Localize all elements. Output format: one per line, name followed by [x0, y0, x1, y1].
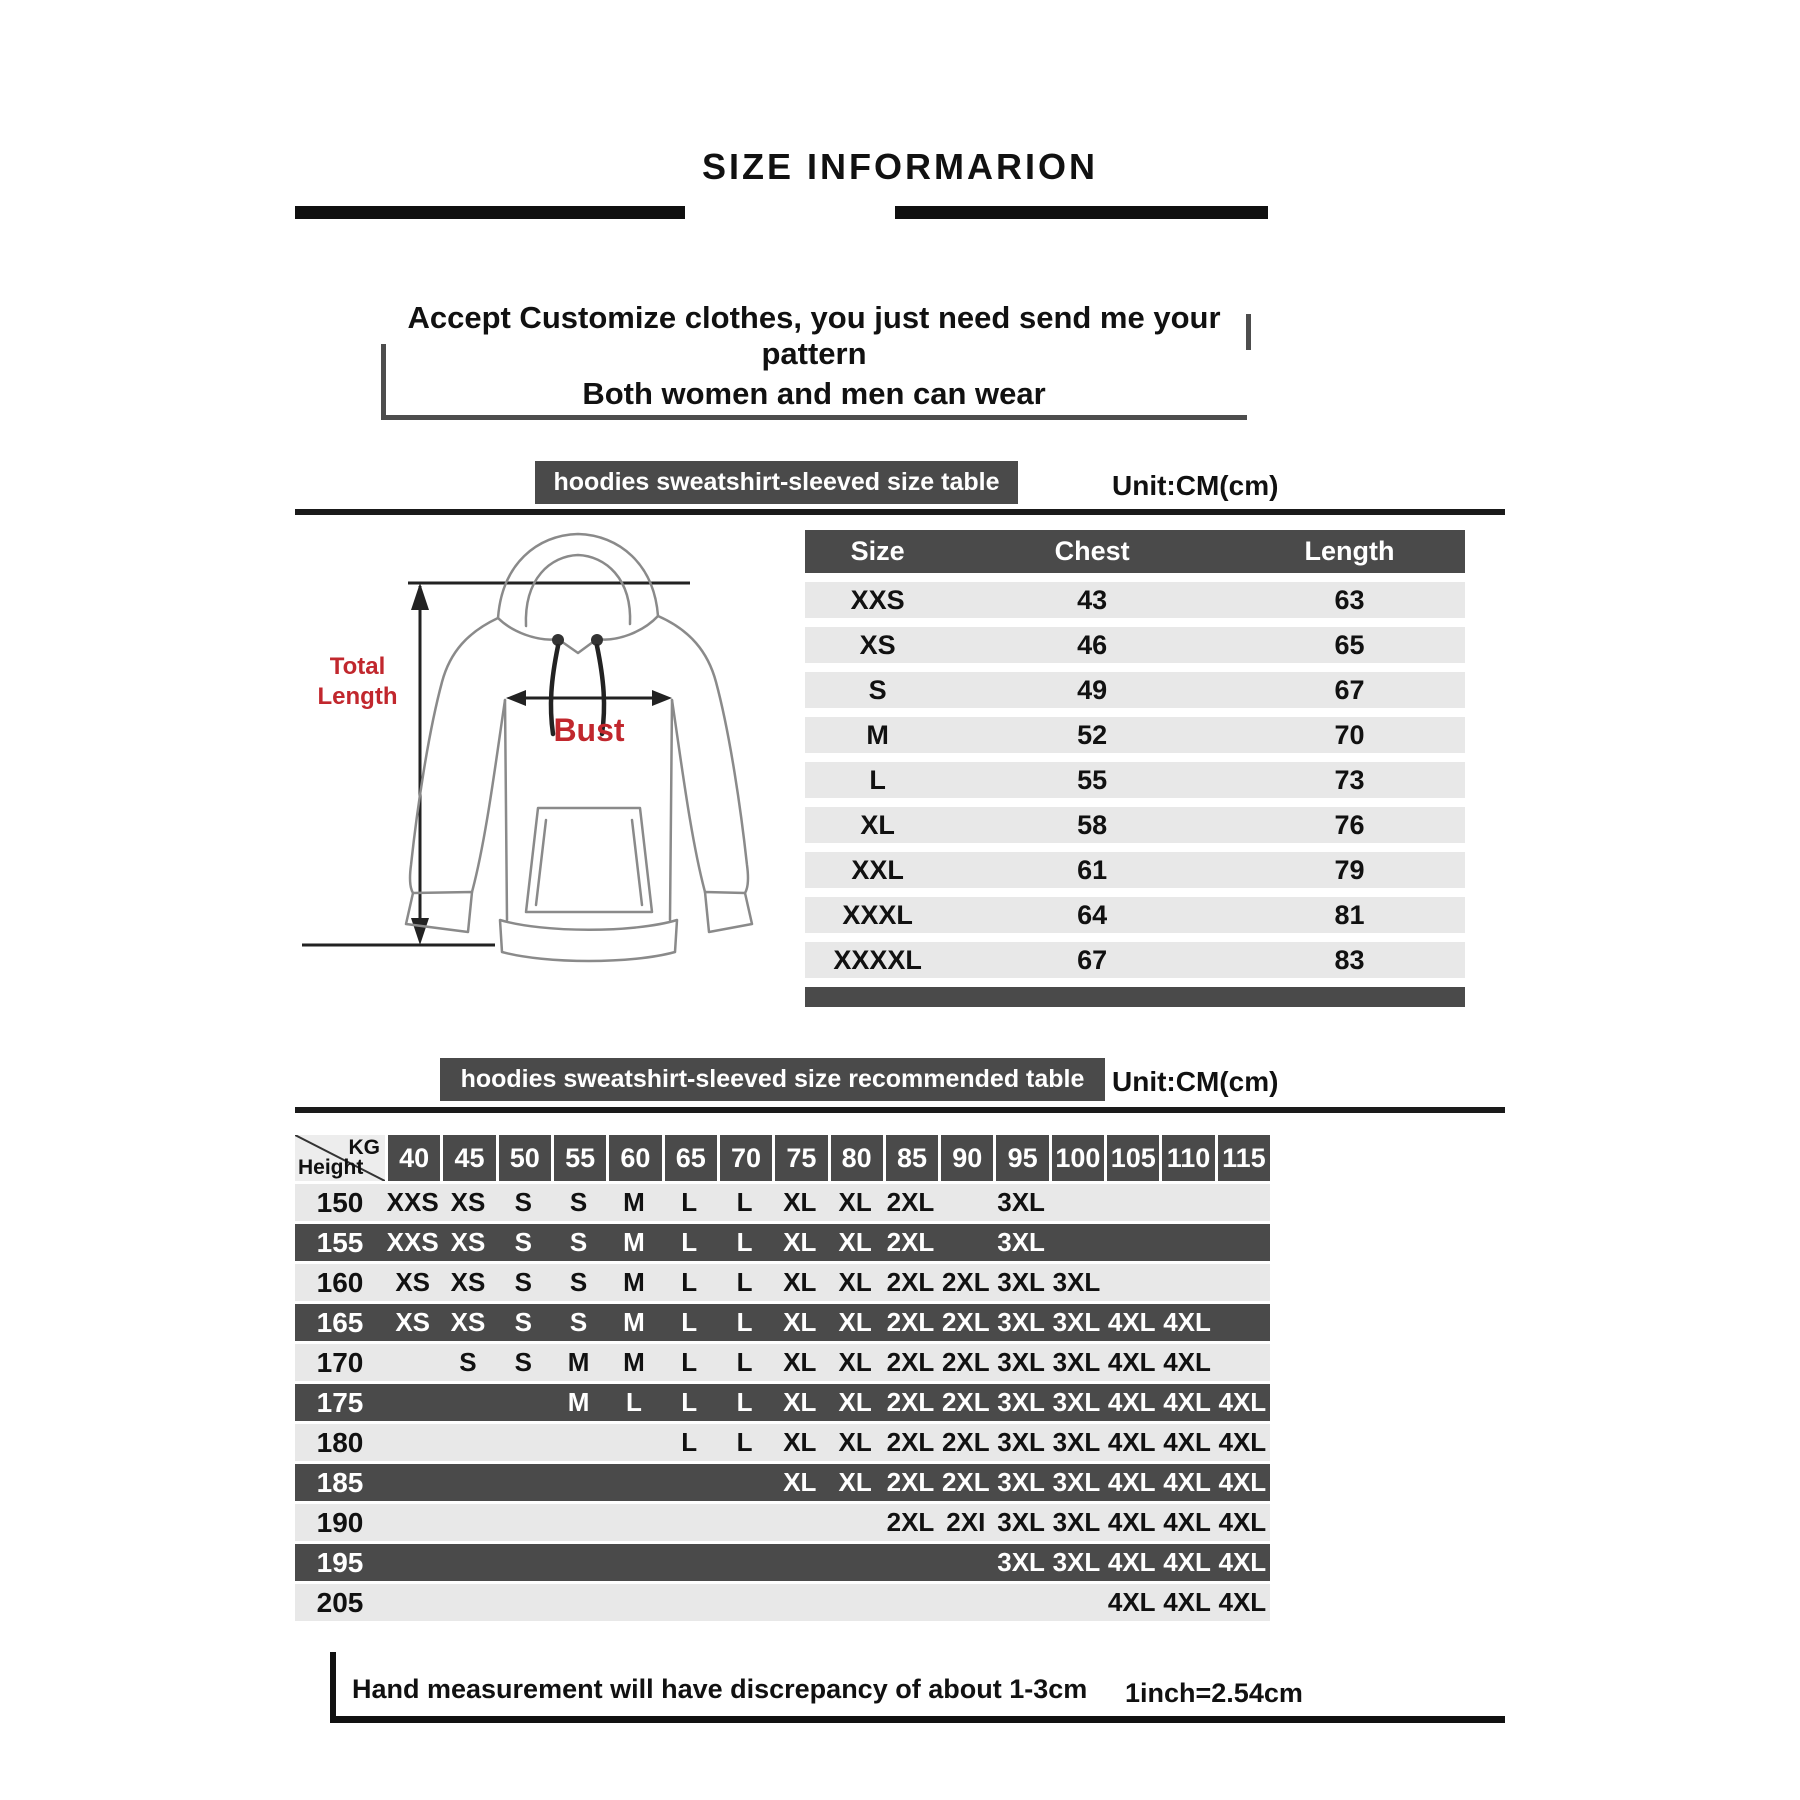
size-cell: L — [681, 1227, 698, 1257]
weight-header: 75 — [775, 1135, 827, 1181]
chest-value: 55 — [1077, 764, 1108, 795]
size-cell: XL — [838, 1387, 872, 1417]
size-cell: 3XL — [997, 1347, 1045, 1377]
size-cell: 4XL — [1107, 1547, 1156, 1577]
size-cell: L — [681, 1347, 698, 1377]
size-cell: 4XL — [1163, 1307, 1211, 1337]
size-cell: 4XL — [1163, 1507, 1211, 1537]
size-cell: XL — [783, 1307, 817, 1337]
size-value: L — [869, 764, 886, 795]
table-row — [295, 1584, 1270, 1621]
table-row — [805, 762, 1465, 798]
length-value: 65 — [1334, 629, 1365, 660]
height-label: 160 — [316, 1266, 364, 1298]
size-cell: L — [736, 1227, 753, 1257]
chest-value: 58 — [1077, 809, 1108, 840]
size-cell: 3XL — [997, 1387, 1045, 1417]
size-cell: L — [736, 1267, 753, 1297]
size-cell: XL — [838, 1427, 872, 1457]
size-value: XS — [859, 629, 896, 660]
chest-value: 49 — [1077, 674, 1108, 705]
size-cell: XS — [450, 1307, 486, 1337]
size-cell: 3XL — [1052, 1387, 1101, 1417]
size-cell: 4XL — [1163, 1387, 1211, 1417]
size-cell: 4XL — [1107, 1347, 1156, 1377]
table-row — [805, 672, 1465, 708]
size-table-header — [805, 530, 1465, 573]
size-cell: 2XL — [886, 1267, 935, 1297]
chest-value: 67 — [1077, 944, 1108, 975]
note-line-2: Both women and men can wear — [582, 376, 1046, 412]
weight-header: 45 — [443, 1135, 495, 1181]
column-header-length: Length — [1304, 536, 1395, 566]
table-row — [295, 1504, 1270, 1541]
size-cell: 4XL — [1163, 1547, 1211, 1577]
size-cell: 4XL — [1107, 1507, 1156, 1537]
size-cell: 4XL — [1218, 1387, 1267, 1417]
size-cell: XS — [395, 1307, 430, 1337]
size-cell: 2XI — [946, 1507, 986, 1537]
total-length-label: Total Length — [317, 653, 398, 710]
size-cell: 2XL — [941, 1387, 990, 1417]
height-label: 165 — [316, 1306, 364, 1338]
height-label: 180 — [316, 1426, 364, 1458]
size-cell: M — [623, 1347, 645, 1377]
size-table-footer-bar — [805, 987, 1465, 1007]
length-value: 83 — [1334, 944, 1365, 975]
table-row — [295, 1544, 1270, 1581]
weight-header: 100 — [1052, 1135, 1104, 1181]
weight-header: 80 — [831, 1135, 883, 1181]
size-table-section-bar: hoodies sweatshirt-sleeved size table — [535, 461, 1018, 504]
size-cell: XXS — [386, 1227, 439, 1257]
weight-header: 110 — [1162, 1135, 1214, 1181]
chest-value: 52 — [1077, 719, 1108, 750]
size-cell: M — [567, 1347, 590, 1377]
table-row — [805, 627, 1465, 663]
note-bracket-bottom — [381, 415, 1247, 420]
size-cell: XL — [783, 1387, 817, 1417]
size-cell: 3XL — [1052, 1547, 1101, 1577]
table-row — [295, 1184, 1270, 1221]
size-value: M — [866, 719, 889, 750]
length-value: 67 — [1334, 674, 1365, 705]
size-cell: 4XL — [1107, 1587, 1156, 1617]
length-value: 81 — [1334, 899, 1365, 930]
table-row — [295, 1384, 1270, 1421]
size-cell: 3XL — [1052, 1307, 1101, 1337]
size-cell: XL — [783, 1227, 817, 1257]
table-row — [295, 1424, 1270, 1461]
table-row — [805, 717, 1465, 753]
size-cell: XL — [838, 1347, 872, 1377]
length-value: 70 — [1334, 719, 1365, 750]
divider-rule-2 — [295, 1107, 1505, 1113]
title-underline-left — [295, 206, 685, 219]
note-bracket-left — [381, 344, 386, 420]
table-row — [805, 582, 1465, 618]
footer-note: Hand measurement will have discrepancy of about 1-3cm — [352, 1674, 1088, 1704]
size-cell: XL — [783, 1187, 817, 1217]
size-cell: 4XL — [1107, 1387, 1156, 1417]
size-cell: 3XL — [997, 1187, 1045, 1217]
weight-header: 70 — [720, 1135, 772, 1181]
table-row — [295, 1224, 1270, 1261]
weight-header: 85 — [886, 1135, 938, 1181]
hoodie-diagram — [300, 520, 780, 1000]
chest-value: 46 — [1077, 629, 1108, 660]
length-value: 63 — [1334, 584, 1365, 615]
size-cell: M — [623, 1187, 645, 1217]
recommended-table-section-bar: hoodies sweatshirt-sleeved size recommended table — [440, 1058, 1105, 1101]
size-cell: XL — [783, 1427, 817, 1457]
corner-height-label: Height — [298, 1156, 364, 1179]
size-cell: 3XL — [997, 1227, 1045, 1257]
size-cell: XS — [450, 1187, 486, 1217]
note-line-1: Accept Customize clothes, you just need send me your pattern — [407, 300, 1221, 371]
size-value: S — [868, 674, 887, 705]
hoodie-figure — [300, 520, 780, 1000]
corner-cell — [295, 1135, 385, 1181]
size-cell: 2XL — [886, 1187, 935, 1217]
unit-label-2: Unit:CM(cm) — [1112, 1066, 1279, 1097]
size-cell: 3XL — [997, 1427, 1045, 1457]
size-cell: 4XL — [1107, 1467, 1156, 1497]
size-value: XL — [860, 809, 895, 840]
table-row — [805, 852, 1465, 888]
size-cell: S — [514, 1307, 532, 1337]
footer-conversion: 1inch=2.54cm — [1125, 1678, 1303, 1708]
weight-header: 50 — [499, 1135, 551, 1181]
size-cell: L — [681, 1427, 698, 1457]
size-cell: S — [514, 1187, 532, 1217]
footer-bracket-bottom — [330, 1716, 1505, 1723]
size-measurement-table — [805, 530, 1465, 1007]
weight-header: 40 — [388, 1135, 440, 1181]
size-cell: 3XL — [997, 1507, 1045, 1537]
size-cell: L — [681, 1267, 698, 1297]
size-cell: 4XL — [1218, 1467, 1267, 1497]
size-cell: 3XL — [1052, 1347, 1101, 1377]
weight-header: 60 — [609, 1135, 661, 1181]
size-cell: 2XL — [941, 1427, 990, 1457]
size-cell: XL — [838, 1267, 872, 1297]
size-cell: L — [681, 1307, 698, 1337]
size-cell: 4XL — [1218, 1427, 1267, 1457]
weight-header: 90 — [941, 1135, 993, 1181]
size-cell: 4XL — [1163, 1467, 1211, 1497]
size-cell: L — [736, 1387, 753, 1417]
height-label: 175 — [316, 1386, 364, 1418]
table-row — [805, 897, 1465, 933]
size-cell: 4XL — [1163, 1427, 1211, 1457]
size-cell: XL — [838, 1307, 872, 1337]
note-bracket-right-tick — [1246, 314, 1251, 350]
weight-header: 95 — [996, 1135, 1048, 1181]
size-recommendation-matrix — [295, 1135, 1270, 1624]
size-cell: S — [569, 1307, 588, 1337]
size-cell: XL — [783, 1347, 817, 1377]
size-cell: L — [736, 1427, 753, 1457]
length-value: 76 — [1334, 809, 1365, 840]
size-cell: 4XL — [1107, 1427, 1156, 1457]
size-cell: 3XL — [997, 1547, 1045, 1577]
size-cell: 3XL — [997, 1467, 1045, 1497]
size-cell: XS — [395, 1267, 430, 1297]
size-cell: 4XL — [1218, 1587, 1267, 1617]
size-value: XXXXL — [833, 944, 922, 975]
size-cell: 4XL — [1163, 1347, 1211, 1377]
size-cell: L — [736, 1187, 753, 1217]
size-cell: 2XL — [941, 1467, 990, 1497]
height-label: 205 — [316, 1586, 364, 1618]
size-cell: 4XL — [1218, 1507, 1267, 1537]
height-label: 195 — [316, 1546, 364, 1578]
size-cell: S — [569, 1267, 588, 1297]
size-cell: M — [567, 1387, 590, 1417]
size-cell: 2XL — [886, 1507, 935, 1537]
corner-kg-label: KG — [348, 1136, 380, 1159]
size-value: XXL — [851, 854, 904, 885]
size-cell: 2XL — [886, 1427, 935, 1457]
size-cell: 3XL — [1052, 1467, 1101, 1497]
size-cell: XXS — [386, 1187, 439, 1217]
footer-bracket-left — [330, 1652, 336, 1723]
size-cell: 3XL — [1052, 1267, 1101, 1297]
size-cell: M — [623, 1227, 645, 1257]
size-cell: M — [623, 1267, 645, 1297]
height-label: 185 — [316, 1466, 364, 1498]
size-cell: S — [569, 1227, 588, 1257]
height-label: 190 — [316, 1506, 364, 1538]
size-cell: S — [514, 1227, 532, 1257]
table-row — [805, 942, 1465, 978]
table-row — [295, 1464, 1270, 1501]
size-cell: 3XL — [1052, 1427, 1101, 1457]
customize-note — [383, 300, 1245, 418]
size-cell: 3XL — [997, 1307, 1045, 1337]
chest-value: 43 — [1077, 584, 1108, 615]
size-cell: L — [625, 1387, 642, 1417]
height-label: 170 — [316, 1346, 364, 1378]
size-cell: 2XL — [941, 1307, 990, 1337]
size-cell: XS — [450, 1267, 486, 1297]
chest-value: 61 — [1077, 854, 1108, 885]
size-cell: 2XL — [886, 1307, 935, 1337]
size-cell: L — [736, 1307, 753, 1337]
size-cell: 2XL — [886, 1227, 935, 1257]
weight-header: 105 — [1107, 1135, 1159, 1181]
size-cell: L — [681, 1187, 698, 1217]
size-value: XXS — [850, 584, 905, 615]
size-cell: XL — [783, 1467, 817, 1497]
matrix-header-row — [295, 1135, 1270, 1181]
size-cell: XL — [838, 1227, 872, 1257]
title-underline-right — [895, 206, 1268, 219]
size-cell: S — [569, 1187, 588, 1217]
size-cell: 2XL — [941, 1267, 990, 1297]
size-cell: L — [681, 1387, 698, 1417]
bust-label: Bust — [553, 712, 625, 748]
size-cell: XL — [838, 1187, 872, 1217]
size-value: XXXL — [842, 899, 913, 930]
size-cell: XL — [838, 1467, 872, 1497]
size-cell: 4XL — [1107, 1307, 1156, 1337]
size-cell: M — [623, 1307, 645, 1337]
size-cell: S — [514, 1267, 532, 1297]
size-cell: XL — [783, 1267, 817, 1297]
table-row — [805, 807, 1465, 843]
table-row — [295, 1264, 1270, 1301]
weight-header: 55 — [554, 1135, 606, 1181]
unit-label-1: Unit:CM(cm) — [1112, 470, 1279, 501]
size-cell: 2XL — [886, 1387, 935, 1417]
size-cell: 2XL — [886, 1347, 935, 1377]
chest-value: 64 — [1077, 899, 1108, 930]
size-cell: S — [514, 1347, 532, 1377]
table-row — [295, 1304, 1270, 1341]
size-cell: 4XL — [1218, 1547, 1267, 1577]
height-label: 155 — [316, 1226, 364, 1258]
size-cell: XS — [450, 1227, 486, 1257]
size-cell: 2XL — [941, 1347, 990, 1377]
size-cell: 3XL — [997, 1267, 1045, 1297]
table-row — [295, 1344, 1270, 1381]
length-value: 79 — [1334, 854, 1365, 885]
page-title: SIZE INFORMARION — [702, 146, 1098, 187]
weight-header: 65 — [665, 1135, 717, 1181]
divider-rule-1 — [295, 509, 1505, 515]
height-label: 150 — [316, 1186, 364, 1218]
size-cell: S — [459, 1347, 477, 1377]
weight-header: 115 — [1218, 1135, 1270, 1181]
length-value: 73 — [1334, 764, 1365, 795]
size-cell: 4XL — [1163, 1587, 1211, 1617]
size-cell: 2XL — [886, 1467, 935, 1497]
column-header-size: Size — [850, 536, 905, 566]
column-header-chest: Chest — [1054, 536, 1130, 566]
size-cell: L — [736, 1347, 753, 1377]
size-cell: 3XL — [1052, 1507, 1101, 1537]
